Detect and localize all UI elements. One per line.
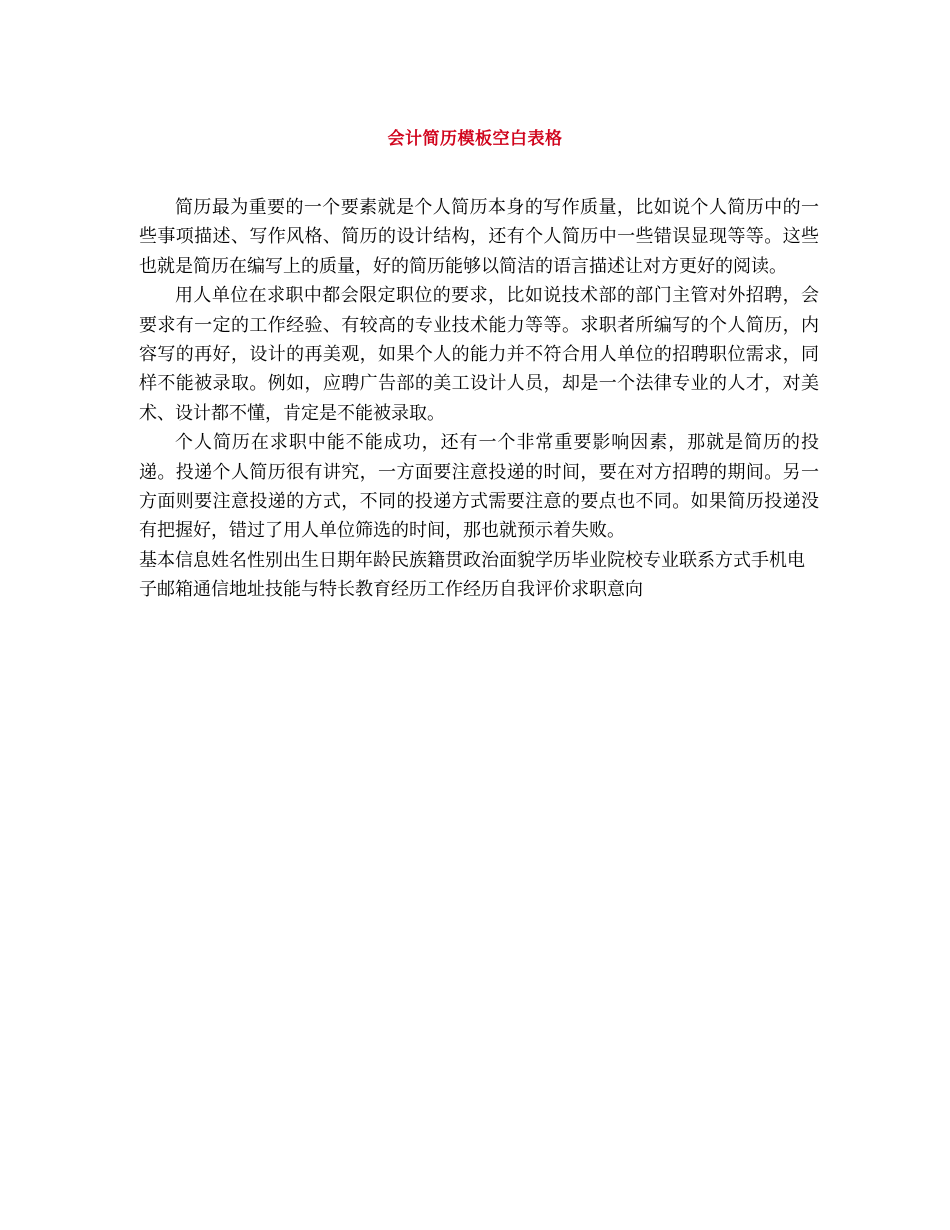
paragraph-3: 个人简历在求职中能不能成功，还有一个非常重要影响因素，那就是简历的投递。投递个人简历很有讲究，一方面要注意投递的时间，要在对方招聘的期间。另一方面则要注意投递的方式，不同的投递方式需要注意的要点也不同。如果简历投递没有把握好，错过了用人单位筛选的时间，那也就预示着失败。 (139, 432, 819, 542)
document-body (139, 193, 819, 605)
document-title: 会计简历模板空白表格 (387, 129, 563, 149)
paragraph-1: 简历最为重要的一个要素就是个人简历本身的写作质量，比如说个人简历中的一些事项描述、写作风格、简历的设计结构，还有个人简历中一些错误显现等等。这些也就是简历在编写上的质量，好的简历能够以简洁的语言描述让对方更好的阅读。 (139, 197, 819, 277)
resume-fields-line: 基本信息姓名性别出生日期年龄民族籍贯政治面貌学历毕业院校专业联系方式手机电子邮箱通信地址技能与特长教育经历工作经历自我评价求职意向 (139, 549, 805, 601)
paragraph-2: 用人单位在求职中都会限定职位的要求，比如说技术部的部门主管对外招聘，会要求有一定的工作经验、有较高的专业技术能力等等。求职者所编写的个人简历，内容写的再好，设计的再美观，如果个人的能力并不符合用人单位的招聘职位需求，同样不能被录取。例如，应聘广告部的美工设计人员，却是一个法律专业的人才，对美术、设计都不懂，肯定是不能被录取。 (139, 285, 819, 424)
